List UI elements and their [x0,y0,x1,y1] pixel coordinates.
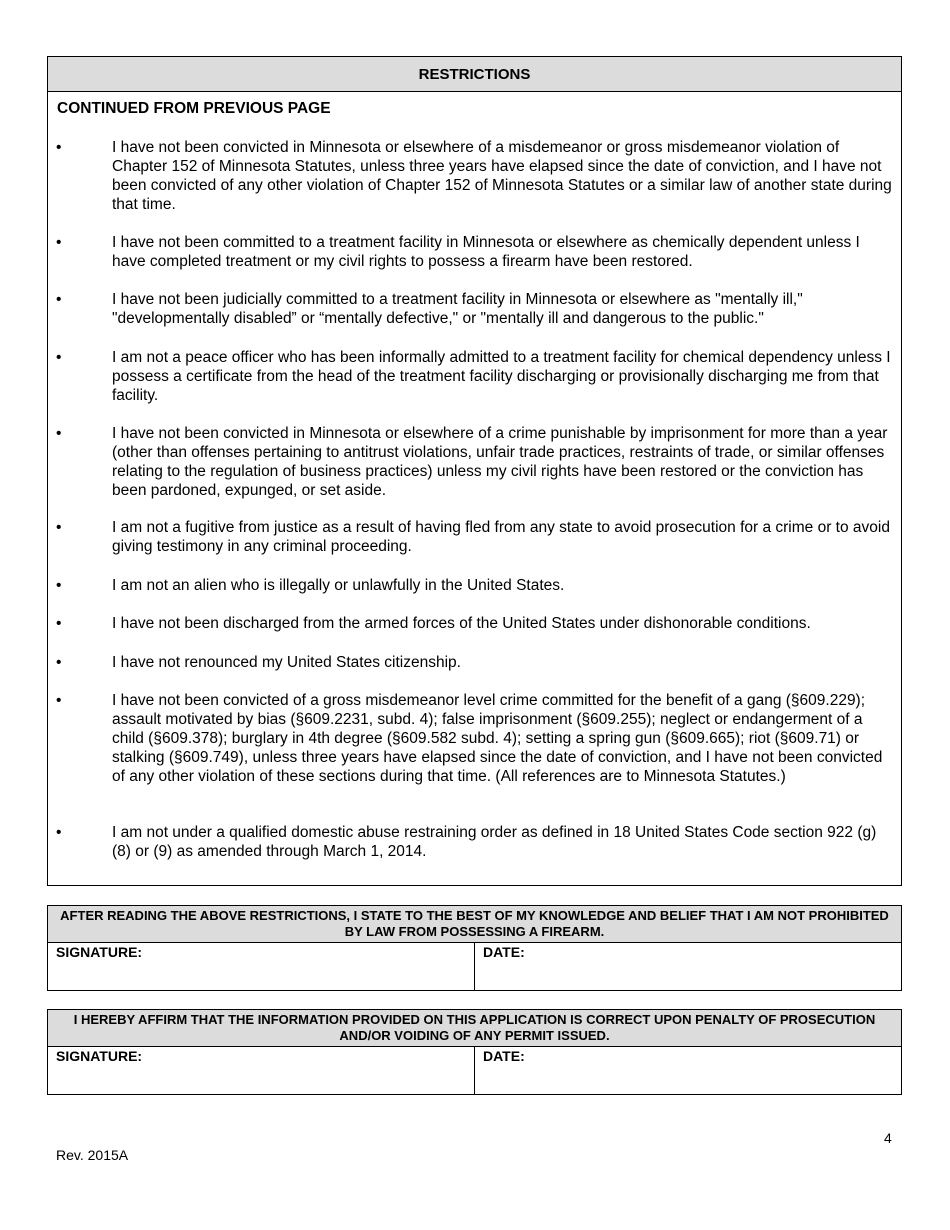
signature-label: SIGNATURE: [56,944,143,960]
bullet-icon: • [56,291,62,308]
date-field[interactable] [475,1046,901,1094]
page-number: 4 [884,1130,892,1146]
restrictions-section [47,56,902,886]
bullet-icon: • [56,577,62,594]
restrictions-title: RESTRICTIONS [48,57,901,92]
restriction-text: I am not an alien who is illegally or unlawfully in the United States. [112,577,565,594]
continued-label: CONTINUED FROM PREVIOUS PAGE [57,100,331,117]
restriction-text: I have not been convicted in Minnesota or elsewhere of a crime punishable by imprisonment for more than a year (other than offenses pertaining to antitrust violations, unfair trade practices, restraints of trade, or similar offenses relating to the regulation of business practices) unless my civil rights have been restored or the conviction has been pardoned, expunged, or set aside. [112,425,888,499]
restriction-text: I am not a fugitive from justice as a result of having fled from any state to avoid prosecution for a crime or to avoid giving testimony in any criminal proceeding. [112,519,890,555]
bullet-icon: • [56,234,62,251]
signature-row [48,1046,901,1094]
affirmation-statement: I HEREBY AFFIRM THAT THE INFORMATION PROVIDED ON THIS APPLICATION IS CORRECT UPON PENALTY OF PROSECUTION AND/OR VOIDING OF ANY PERMIT ISSUED. [48,1010,901,1047]
bullet-icon: • [56,615,62,632]
bullet-icon: • [56,519,62,536]
bullet-icon: • [56,654,62,671]
signature-row [48,942,901,990]
not-prohibited-statement-box [47,905,902,991]
restriction-text: I have not been convicted in Minnesota or elsewhere of a misdemeanor or gross misdemeanor violation of Chapter 152 of Minnesota Statutes, unless three years have elapsed since the date of conviction, and I have not been convicted of any other violation of Chapter 152 of Minnesota Statutes or a similar law of another state during that time. [112,139,892,213]
bullet-icon: • [56,349,62,366]
date-label: DATE: [483,1048,525,1064]
restriction-text: I am not under a qualified domestic abuse restraining order as defined in 18 United States Code section 922 (g)(8) or (9) as amended through March 1, 2014. [112,824,877,860]
signature-field[interactable] [48,942,475,990]
not-prohibited-statement: AFTER READING THE ABOVE RESTRICTIONS, I STATE TO THE BEST OF MY KNOWLEDGE AND BELIEF THAT I AM NOT PROHIBITED BY LAW FROM POSSESSING A FIREARM. [48,906,901,943]
bullet-icon: • [56,692,62,709]
restriction-text: I have not renounced my United States citizenship. [112,654,461,671]
bullet-icon: • [56,425,62,442]
date-field[interactable] [475,942,901,990]
affirmation-statement-box [47,1009,902,1095]
restriction-text: I have not been discharged from the armed forces of the United States under dishonorable conditions. [112,615,811,632]
restriction-text: I have not been committed to a treatment facility in Minnesota or elsewhere as chemically dependent unless I have completed treatment or my civil rights to possess a firearm have been restored. [112,234,860,270]
revision-label: Rev. 2015A [56,1147,129,1163]
bullet-icon: • [56,824,62,841]
signature-field[interactable] [48,1046,475,1094]
bullet-icon: • [56,139,62,156]
date-label: DATE: [483,944,525,960]
signature-label: SIGNATURE: [56,1048,143,1064]
restriction-text: I have not been convicted of a gross misdemeanor level crime committed for the benefit of a gang (§609.229); assault motivated by bias (§609.2231, subd. 4); false imprisonment (§609.255); neglect or endangerment of a child (§609.378); burglary in 4th degree (§609.582 subd. 4); setting a spring gun (§609.665); riot (§609.71) or stalking (§609.749), unless three years have elapsed since the date of conviction, and I have not been convicted of any other violation of these sections during that time. (All references are to Minnesota Statutes.) [112,692,883,785]
restriction-text: I have not been judicially committed to a treatment facility in Minnesota or elsewhere as "mentally ill," "developmentally disabled” or “mentally defective," or "mentally ill and dangerous to the public." [112,291,803,327]
restriction-text: I am not a peace officer who has been informally admitted to a treatment facility for chemical dependency unless I possess a certificate from the head of the treatment facility discharging or provisionally discharging me from that facility. [112,349,891,404]
